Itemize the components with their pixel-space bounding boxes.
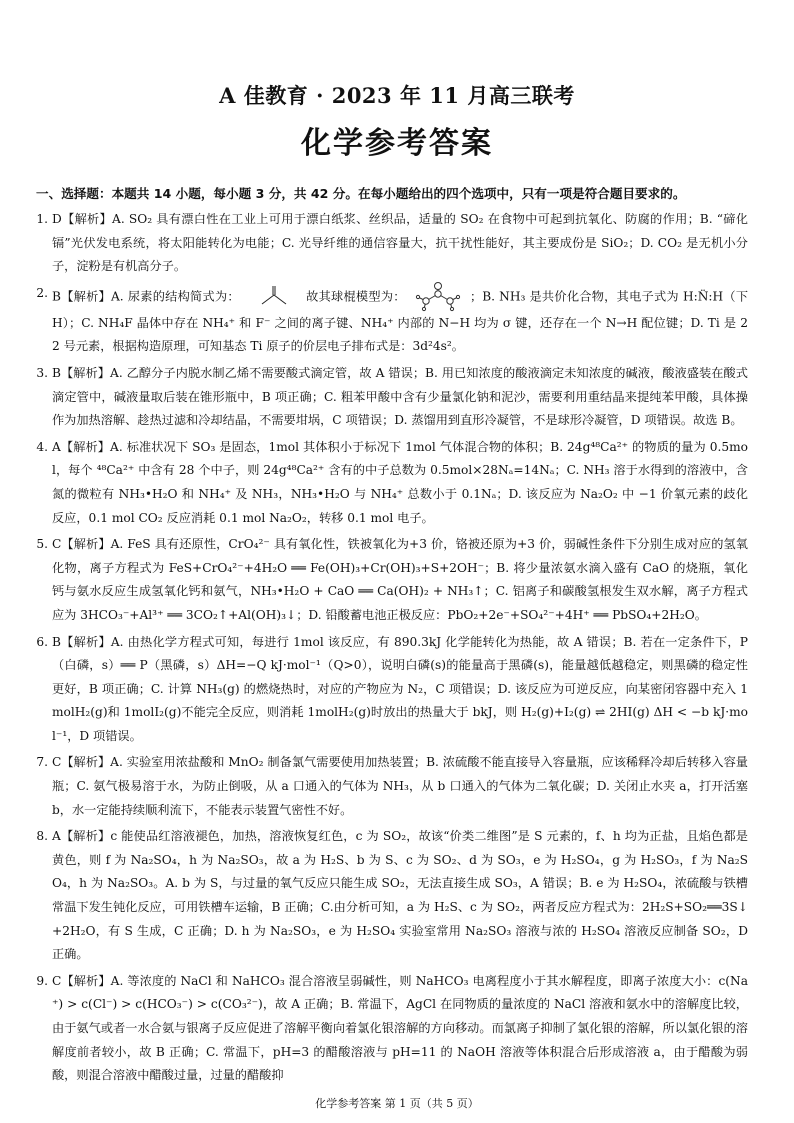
answer-item-4 <box>16 436 748 530</box>
ball-and-stick-model-diagram <box>410 282 466 312</box>
item-number: 5. <box>36 537 48 552</box>
item-text: A【解析】c 能使品红溶液褪色，加热，溶液恢复红色，c 为 SO₂，故该“价类二维图”是 S 元素的，f、h 均为正盐，且焰色都是黄色，则 f 为 Na₂SO₄，h 为 Na₂SO₃，故 a 为 H₂S、b 为 S、c 为 SO₂、d 为 SO₃，e 为 H₂SO₄，g 为 H₂SO₃，f 为 Na₂SO₄，h 为 Na₂SO₃。A. b 为 S，与过量的氧气反应只能生成 SO₂，无法直接生成 SO₃，A 错误；B. e 为 H₂SO₄，浓硫酸与铁槽常温下发生钝化反应，可用铁槽车运输，B 正确；C.由分析可知，a 为 H₂S、c 为 SO₂，两者反应方程式为：2H₂S+SO₂══3S↓+2H₂O，有 S 生成，C 正确；D. h 为 Na₂SO₃，e 为 H₂SO₄ 实验室常用 Na₂SO₃ 溶液与浓的 H₂SO₄ 溶液反应制备 SO₂，D 正确。 <box>52 829 748 962</box>
answer-item-5 <box>16 533 748 627</box>
item-text: D【解析】A. SO₂ 具有漂白性在工业上可用于漂白纸浆、丝织品，适量的 SO₂ 在食物中可起到抗氧化、防腐的作用；B. “碲化镉”光伏发电系统，将太阳能转化为电能；C. 光导纤维的通信容量大，抗干扰性能好，其主要成份是 SiO₂；D. CO₂ 是无机小分子，淀粉是有机高分子。 <box>52 212 748 274</box>
exam-title: A 佳教育 · 2023 年 11 月高三联考 <box>219 83 575 108</box>
item-number: 2. <box>36 285 48 300</box>
answer-item-9 <box>16 970 748 1088</box>
answer-item-2 <box>16 282 748 359</box>
page-footer: 化学参考答案 第 1 页（共 5 页） <box>315 1097 479 1110</box>
item-text: B【解析】A. 乙醇分子内脱水制乙烯不需要酸式滴定管，故 A 错误；B. 用已知浓度的酸液滴定未知浓度的碱液，酸液盛装在酸式滴定管中，碱液量取后装在锥形瓶中，B 项正确；C. 粗苯甲酸中含有少量氯化钠和泥沙，需要利用重结晶来提纯苯甲酸，具体操作为加热溶解、趁热过滤和冷却结晶，不需要坩埚，C 项错误；D. 蒸馏用到直形冷凝管，不是球形冷凝管，D 项错误。故选 B。 <box>52 365 748 428</box>
item-number: 4. <box>36 439 48 454</box>
section-heading: 一、选择题：本题共 14 小题，每小题 3 分，共 42 分。在每小题给出的四个选项中，只有一项是符合题目要求的。 <box>36 186 686 201</box>
urea-structure-diagram <box>244 282 302 312</box>
item-text: C【解析】A. 等浓度的 NaCl 和 NaHCO₃ 混合溶液呈弱碱性，则 NaHCO₃ 电离程度小于其水解程度，即离子浓度大小：c(Na⁺) > c(Cl⁻) > c(HCO₃⁻) > c(CO₃²⁻)，故 A 正确；B. 常温下，AgCl 在同物质的量浓度的 NaCl 溶液和氨水中的溶解度比较，由于氨气或者一水合氨与银离子反应促进了溶解平衡向着氯化银溶解的方向移动。而氯离子抑制了氯化银的溶解，所以氯化银的溶解度前者较小，故 B 正确；C. 常温下，pH=3 的醋酸溶液与 pH=11 的 NaOH 溶液等体积混合后形成溶液 a，由于醋酸为弱酸，则混合溶液中醋酸过量，过量的醋酸抑 <box>52 973 748 1083</box>
item-text: C【解析】A. FeS 具有还原性，CrO₄²⁻ 具有氧化性，铁被氧化为+3 价，铬被还原为+3 价，弱碱性条件下分别生成对应的氢氧化物，离子方程式为 FeS+CrO₄²⁻+4H₂O ══ Fe(OH)₃+Cr(OH)₃+S+2OH⁻；B. 将少量浓氨水滴入盛有 CaO 的烧瓶，氧化钙与氨水反应生成氢氧化钙和氨气，NH₃•H₂O + CaO ══ Ca(OH)₂ + NH₃↑；C. 铝离子和碳酸氢根发生双水解，离子方程式应为 3HCO₃⁻+Al³⁺ ══ 3CO₂↑+Al(OH)₃↓；D. 铅酸蓄电池正极反应：PbO₂+2e⁻+SO₄²⁻+4H⁺ ══ PbSO₄+2H₂O。 <box>52 537 748 622</box>
item-number: 9. <box>36 973 48 988</box>
answer-item-1 <box>16 208 748 279</box>
answer-list <box>16 208 748 1091</box>
document-title: 化学参考答案 <box>301 126 493 161</box>
item-text: C【解析】A. 实验室用浓盐酸和 MnO₂ 制备氯气需要使用加热装置；B. 浓硫酸不能直接导入容量瓶，应该稀释冷却后转移入容量瓶；C. 氨气极易溶于水，为防止倒吸，从 a 口通入的气体为 NH₃，从 b 口通入的气体为二氧化碳；D. 关闭止水夹 a，打开活塞 b，水一定能持续顺利流下，不能表示装置气密性不好。 <box>52 755 748 817</box>
answer-item-7 <box>16 751 748 822</box>
item-text: B【解析】A. 由热化学方程式可知，每进行 1mol 该反应，有 890.3kJ 化学能转化为热能，故 A 错误；B. 若在一定条件下，P（白磷，s）══ P（黑磷，s）ΔH=−Q kJ·mol⁻¹（Q>0），说明白磷(s)的能量高于黑磷(s)，能量越低越稳定，则黑磷的稳定性更好，B 项正确；C. 计算 NH₃(g) 的燃烧热时，对应的产物应为 N₂，C 项错误；D. 该反应为可逆反应，向某密闭容器中充入 1molH₂(g)和 1molI₂(g)不能完全反应，则消耗 1molH₂(g)时放出的热量大于 bkJ，则 H₂(g)+I₂(g) ⇌ 2HI(g) ΔH < −b kJ·mol⁻¹，D 项错误。 <box>52 634 748 743</box>
item-text-part: B【解析】A. 尿素的结构简式为： <box>52 289 240 304</box>
item-number: 7. <box>36 755 48 770</box>
answer-item-6 <box>16 631 748 749</box>
item-text: A【解析】A. 标准状况下 SO₃ 是固态，1mol 其体积小于标况下 1mol 气体混合物的体积；B. 24g⁴⁸Ca²⁺ 的物质的量为 0.5mol，每个 ⁴⁸Ca²⁺ 中含有 28 个中子，则 24g⁴⁸Ca²⁺ 含有的中子总数为 0.5mol×28Nₐ=14Nₐ；C. NH₃ 溶于水得到的溶液中，含氮的微粒有 NH₃•H₂O 和 NH₄⁺ 及 NH₃，NH₃•H₂O 与 NH₄⁺ 总数小于 0.1Nₐ；D. 该反应为 Na₂O₂ 中 −1 价氧元素的歧化反应，0.1 mol CO₂ 反应消耗 0.1 mol Na₂O₂，转移 0.1 mol 电子。 <box>52 439 748 525</box>
item-number: 6. <box>36 634 48 649</box>
item-number: 8. <box>36 829 48 844</box>
answer-item-8 <box>16 825 748 967</box>
item-number: 3. <box>36 365 48 380</box>
item-text-part: ；B. NH₃ 是共价化合物，其电子式为 H:N̈:H（下 H）；C. NH₄F 晶体中存在 NH₄⁺ 和 F⁻ 之间的离子键、NH₄⁺ 内部的 N−H 均为 σ 键，还存在一个 N→H 配位键；D. Ti 是 22 号元素，根据构造原理，可知基态 Ti 原子的价层电子排布式是：3d²4s²。 <box>52 289 749 354</box>
item-text-part: 故其球棍模型为： <box>306 289 406 304</box>
item-text <box>52 282 748 359</box>
answer-item-3 <box>16 362 748 433</box>
item-number: 1. <box>36 212 48 226</box>
